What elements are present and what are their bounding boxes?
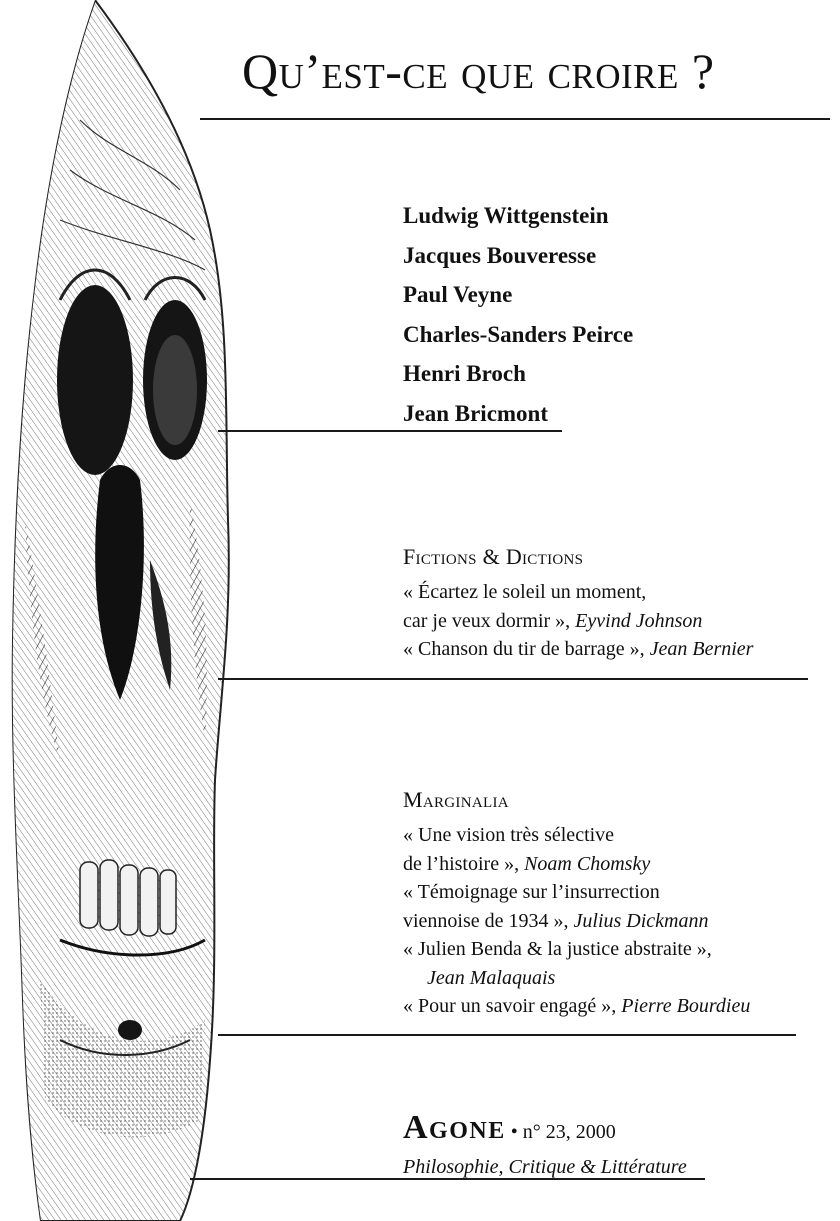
entry-text: « Pour un savoir engagé », xyxy=(403,995,622,1017)
journal-masthead xyxy=(403,1108,687,1180)
entry-author: Jean Malaquais xyxy=(427,966,556,989)
author-name: Paul Veyne xyxy=(403,282,513,307)
journal-name: Agone xyxy=(403,1109,506,1146)
fictions-rule xyxy=(218,678,808,680)
skull-illustration xyxy=(0,0,240,1221)
entry-author: Eyvind Johnson xyxy=(575,609,703,632)
title-rule xyxy=(200,118,830,120)
authors-rule xyxy=(218,430,562,432)
section-heading: Fictions & Dictions xyxy=(403,544,584,569)
contents-entry xyxy=(403,607,753,636)
entry-text: de l’histoire », xyxy=(403,852,525,875)
entry-text: « Chanson du tir de barrage », xyxy=(403,638,650,660)
entry-text: « Une vision très sélective xyxy=(403,824,615,846)
entry-text: « Témoignage sur l’insurrection xyxy=(403,881,660,903)
entry-author: Pierre Bourdieu xyxy=(621,995,751,1017)
contents-entry xyxy=(403,578,753,607)
entry-text: « Julien Benda & la justice abstraite », xyxy=(403,938,712,960)
entry-author: Jean Bernier xyxy=(649,638,754,660)
contents-entry xyxy=(403,992,750,1021)
contents-entry xyxy=(403,878,750,907)
page-title: Qu’est-ce que croire ? xyxy=(242,43,715,99)
issue-number: • n° 23, 2000 xyxy=(505,1121,616,1143)
contents-entry xyxy=(403,850,750,879)
author-name: Jacques Bouveresse xyxy=(403,242,597,268)
section-marginalia xyxy=(403,785,750,1021)
entry-text: « Écartez le soleil un moment, xyxy=(403,581,647,603)
author-name: Charles-Sanders Peirce xyxy=(403,321,634,347)
author-list xyxy=(403,196,633,433)
author-name: Ludwig Wittgenstein xyxy=(403,203,609,228)
entry-text: car je veux dormir », xyxy=(403,609,576,632)
contents-entry xyxy=(403,935,750,964)
entry-text: viennoise de 1934 », xyxy=(403,909,574,932)
entry-author: Julius Dickmann xyxy=(573,909,709,932)
contents-entry xyxy=(403,964,750,993)
author-name: Jean Bricmont xyxy=(403,400,549,426)
author-name: Henri Broch xyxy=(403,361,526,386)
section-fictions xyxy=(403,542,753,664)
contents-entry xyxy=(403,635,753,664)
marginalia-rule xyxy=(218,1034,796,1036)
journal-tagline: Philosophie, Critique & Littérature xyxy=(403,1156,687,1178)
entry-author: Noam Chomsky xyxy=(524,852,651,875)
contents-entry xyxy=(403,907,750,936)
section-heading: Marginalia xyxy=(403,787,509,812)
masthead-rule xyxy=(190,1178,705,1180)
contents-entry xyxy=(403,821,750,850)
